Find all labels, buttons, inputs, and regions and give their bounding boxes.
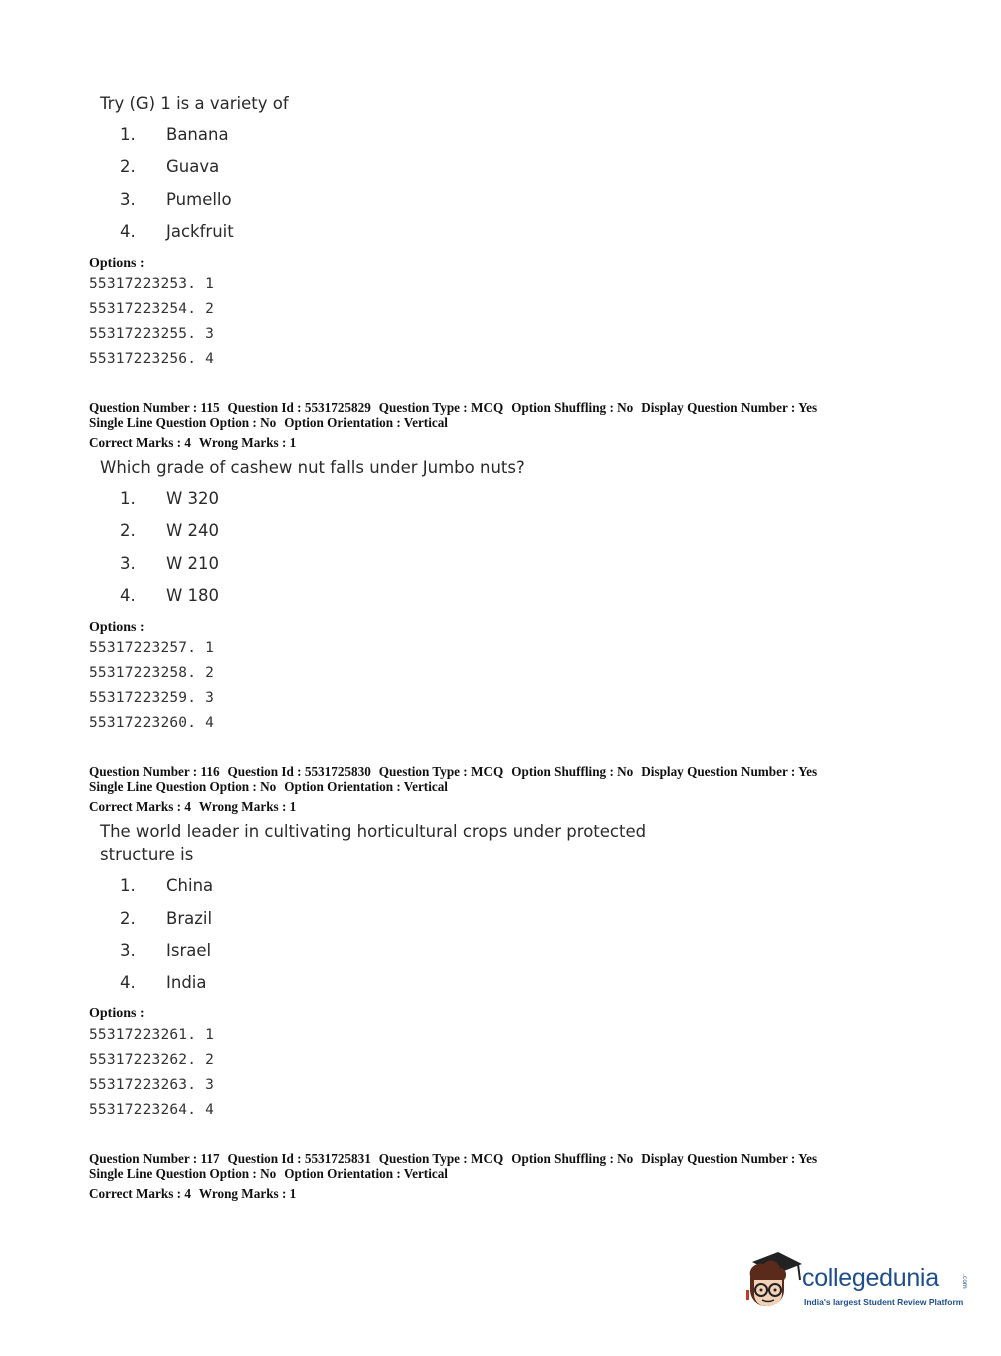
meta-line-2: Single Line Question Option : No Option Orientation : Vertical <box>89 1166 448 1181</box>
option-row: 55317223262. 2 <box>89 1052 215 1068</box>
choice-4: 4. Jackfruit <box>120 222 234 241</box>
choice-1: 1. China <box>120 876 214 895</box>
options-label: Options : <box>89 1006 145 1021</box>
choice-3: 3. Israel <box>120 941 212 960</box>
student-mascot-icon <box>742 1250 804 1316</box>
meta-line-1: Question Number : 117 Question Id : 5531725831 Question Type : MCQ Option Shuffling : No Display Question Number : Yes <box>89 1151 818 1166</box>
options-label: Options : <box>89 620 145 635</box>
option-row: 55317223258. 2 <box>89 665 215 681</box>
choice-1: 1. W 320 <box>120 489 220 508</box>
collegedunia-logo <box>742 1250 972 1318</box>
question-meta <box>89 400 825 450</box>
option-row: 55317223253. 1 <box>89 276 215 292</box>
choice-1: 1. Banana <box>120 125 229 144</box>
option-row: 55317223256. 4 <box>89 351 215 367</box>
choice-4: 4. W 180 <box>120 586 220 605</box>
option-row: 55317223260. 4 <box>89 715 215 731</box>
choice-2: 2. Brazil <box>120 909 213 928</box>
meta-line-3: Correct Marks : 4 Wrong Marks : 1 <box>89 435 297 450</box>
option-row: 55317223264. 4 <box>89 1102 215 1118</box>
brand-suffix: .com <box>961 1274 968 1289</box>
meta-line-3: Correct Marks : 4 Wrong Marks : 1 <box>89 799 297 814</box>
options-label: Options : <box>89 256 145 271</box>
question-text: Which grade of cashew nut falls under Jumbo nuts? <box>100 458 525 477</box>
meta-line-1: Question Number : 116 Question Id : 5531725830 Question Type : MCQ Option Shuffling : No Display Question Number : Yes <box>89 764 818 779</box>
option-row: 55317223254. 2 <box>89 301 215 317</box>
option-row: 55317223255. 3 <box>89 326 215 342</box>
choice-3: 3. Pumello <box>120 190 232 209</box>
brand-name: collegedunia <box>802 1264 939 1292</box>
option-row: 55317223257. 1 <box>89 640 215 656</box>
choice-4: 4. India <box>120 973 207 992</box>
brand-tagline: India's largest Student Review Platform <box>804 1297 964 1307</box>
meta-line-2: Single Line Question Option : No Option Orientation : Vertical <box>89 779 448 794</box>
option-row: 55317223263. 3 <box>89 1077 215 1093</box>
choice-2: 2. W 240 <box>120 521 220 540</box>
question-text: Try (G) 1 is a variety of <box>100 94 289 113</box>
question-meta <box>89 764 825 814</box>
meta-line-1: Question Number : 115 Question Id : 5531725829 Question Type : MCQ Option Shuffling : No Display Question Number : Yes <box>89 400 818 415</box>
question-text: The world leader in cultivating horticultural crops under protected structure is <box>100 822 647 864</box>
option-row: 55317223259. 3 <box>89 690 215 706</box>
question-meta <box>89 1151 825 1201</box>
option-row: 55317223261. 1 <box>89 1027 215 1043</box>
choice-3: 3. W 210 <box>120 554 220 573</box>
choice-2: 2. Guava <box>120 157 220 176</box>
meta-line-2: Single Line Question Option : No Option Orientation : Vertical <box>89 415 448 430</box>
meta-line-3: Correct Marks : 4 Wrong Marks : 1 <box>89 1186 297 1201</box>
